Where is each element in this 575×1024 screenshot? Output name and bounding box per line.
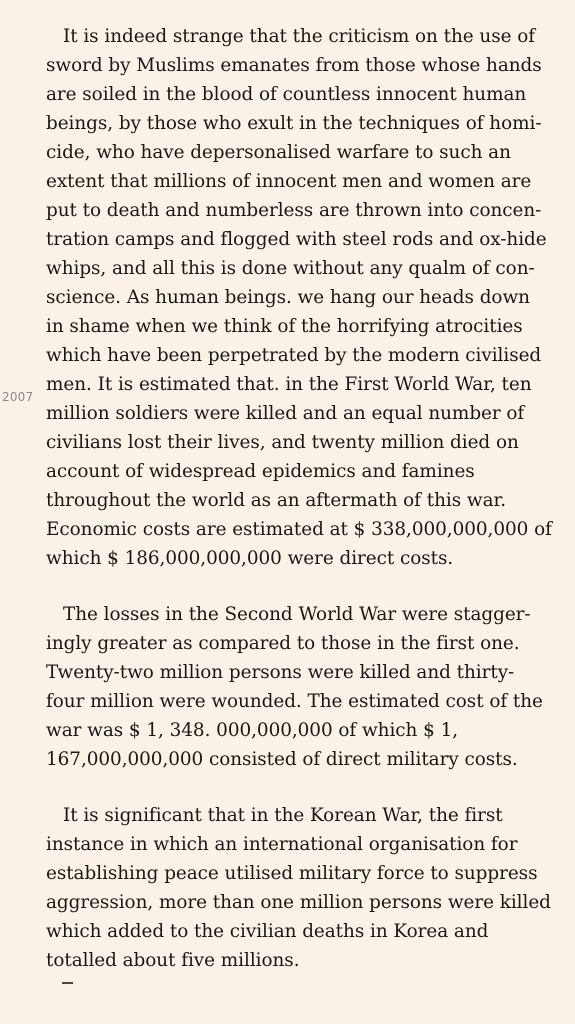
text-line: establishing peace utilised military force to suppress <box>46 863 538 884</box>
text-line: It is significant that in the Korean War, the first <box>63 805 503 826</box>
text-line: civilians lost their lives, and twenty million died on <box>46 432 519 453</box>
text-line: aggression, more than one million persons were killed <box>46 892 551 913</box>
paragraph-1 <box>46 22 552 573</box>
text-line: throughout the world as an aftermath of this war. <box>46 490 507 511</box>
text-line: 167,000,000,000 consisted of direct military costs. <box>46 749 518 770</box>
text-line: whips, and all this is done without any qualm of con- <box>46 258 535 279</box>
text-line: The losses in the Second World War were stagger- <box>63 604 531 625</box>
text-line: four million were wounded. The estimated cost of the <box>46 691 543 712</box>
location-marker: 2007 <box>2 390 34 404</box>
text-line: ingly greater as compared to those in the first one. <box>46 633 520 654</box>
text-line: account of widespread epidemics and famines <box>46 461 475 482</box>
text-line: tration camps and flogged with steel rods and ox-hide <box>46 229 547 250</box>
text-line: cide, who have depersonalised warfare to such an <box>46 142 511 163</box>
text-line: totalled about five millions. <box>46 950 300 971</box>
paragraph-2 <box>46 600 543 774</box>
text-line: instance in which an international organisation for <box>46 834 518 855</box>
text-line: science. As human beings. we hang our heads down <box>46 287 530 308</box>
text-line: million soldiers were killed and an equal number of <box>46 403 525 424</box>
text-line: war was $ 1, 348. 000,000,000 of which $ 1, <box>46 720 459 741</box>
text-line: Economic costs are estimated at $ 338,000,000,000 of <box>46 519 552 540</box>
text-column <box>46 22 552 1002</box>
text-line: in shame when we think of the horrifying atrocities <box>46 316 523 337</box>
text-line: put to death and numberless are thrown into concen- <box>46 200 542 221</box>
text-line: which have been perpetrated by the modern civilised <box>46 345 542 366</box>
text-line: men. It is estimated that. in the First World War, ten <box>46 374 532 395</box>
text-line: which $ 186,000,000,000 were direct costs. <box>46 548 454 569</box>
text-line: extent that millions of innocent men and women are <box>46 171 532 192</box>
page-progress-dash <box>62 982 73 984</box>
text-line: which added to the civilian deaths in Korea and <box>46 921 489 942</box>
text-line: sword by Muslims emanates from those whose hands <box>46 55 542 76</box>
text-line: are soiled in the blood of countless innocent human <box>46 84 527 105</box>
text-line: It is indeed strange that the criticism on the use of <box>63 26 535 47</box>
paragraph-3 <box>46 801 551 975</box>
text-line: Twenty-two million persons were killed and thirty- <box>46 662 515 683</box>
text-line: beings, by those who exult in the techniques of homi- <box>46 113 542 134</box>
